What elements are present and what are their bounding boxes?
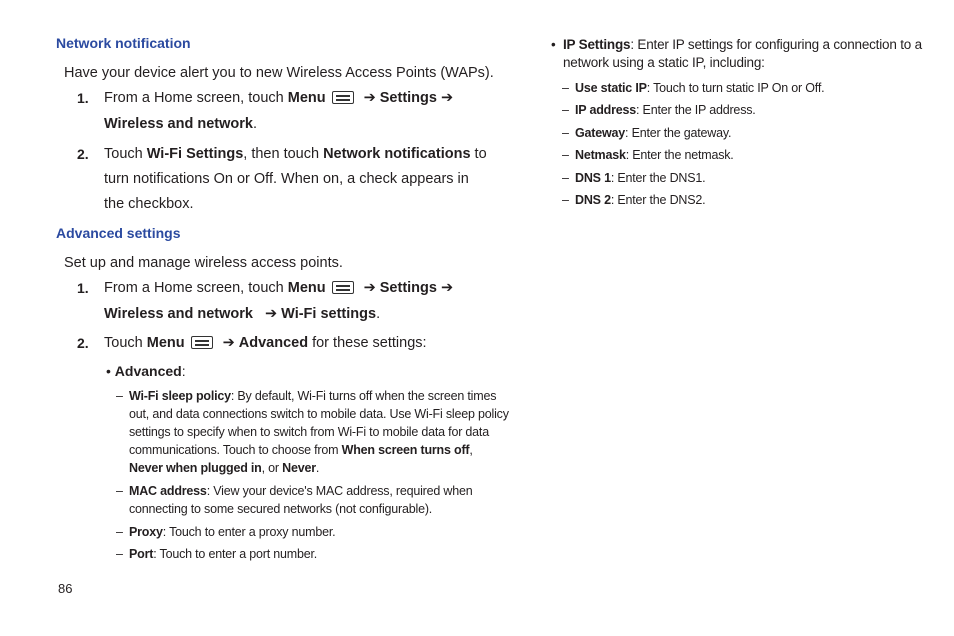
text: for these settings: bbox=[312, 335, 427, 351]
network-notification-intro: Have your device alert you to new Wireless Access Points (WAPs). bbox=[64, 65, 494, 81]
text: : Enter the DNS2. bbox=[610, 193, 706, 207]
nn-step1-line1 bbox=[104, 86, 457, 111]
item-label: Netmask bbox=[575, 148, 626, 162]
bullet-icon: • bbox=[106, 363, 111, 379]
text: : View your device's MAC address, required when bbox=[206, 484, 473, 498]
ip-settings-label: IP Settings bbox=[563, 37, 631, 52]
mac-address-item bbox=[129, 482, 473, 518]
step-number: 2. bbox=[77, 146, 89, 162]
wireless-label: Wireless and network bbox=[104, 116, 253, 132]
settings-label: Settings bbox=[379, 90, 437, 106]
text: communications. Touch to choose from bbox=[129, 443, 339, 457]
option-label: Never bbox=[282, 461, 316, 475]
heading-network-notification: Network notification bbox=[56, 35, 191, 51]
dash-icon: – bbox=[562, 148, 569, 162]
item-label: DNS 2 bbox=[575, 193, 611, 207]
advanced-label: Advanced bbox=[238, 335, 309, 351]
arrow-icon: ➔ bbox=[440, 280, 454, 296]
text: to bbox=[474, 146, 487, 162]
nn-step1-line2 bbox=[104, 112, 257, 137]
menu-icon bbox=[332, 91, 354, 104]
step-number: 1. bbox=[77, 280, 89, 296]
menu-icon bbox=[191, 336, 213, 349]
text: : By default, Wi-Fi turns off when the screen times bbox=[230, 389, 497, 403]
advanced-bullet-label: Advanced bbox=[114, 363, 182, 379]
network-notifications-label: Network notifications bbox=[323, 146, 471, 162]
text: Touch bbox=[104, 335, 143, 351]
ip-line1 bbox=[563, 36, 922, 54]
wifi-settings-label: Wi-Fi Settings bbox=[146, 146, 244, 162]
dash-icon: – bbox=[116, 389, 123, 403]
menu-label: Menu bbox=[287, 90, 326, 106]
sleep-line5: Never when plugged in, or Never. bbox=[129, 461, 320, 475]
arrow-icon: ➔ bbox=[264, 306, 278, 322]
advanced-settings-intro: Set up and manage wireless access points. bbox=[64, 255, 343, 271]
list-item bbox=[575, 191, 705, 209]
list-item bbox=[575, 169, 705, 187]
text: : Touch to enter a port number. bbox=[153, 547, 318, 561]
list-item bbox=[575, 146, 734, 164]
text: From a Home screen, touch bbox=[104, 280, 284, 296]
proxy-label: Proxy bbox=[129, 525, 163, 539]
dash-icon: – bbox=[562, 81, 569, 95]
step-number: 2. bbox=[77, 335, 89, 351]
text: . bbox=[376, 306, 381, 322]
text: : Enter the IP address. bbox=[636, 103, 756, 117]
text: , then touch bbox=[243, 146, 320, 162]
option-label: Never when plugged in bbox=[129, 461, 262, 475]
text: Touch bbox=[104, 146, 143, 162]
sleep-line4: communications. Touch to choose from When screen turns off, bbox=[129, 443, 473, 457]
list-item bbox=[575, 124, 731, 142]
page-number: 86 bbox=[58, 581, 73, 596]
sleep-policy-item bbox=[129, 387, 509, 477]
text: : Touch to turn static IP On or Off. bbox=[646, 81, 825, 95]
nn-step2-line2: turn notifications On or Off. When on, a check appears in bbox=[104, 171, 469, 187]
as-step1-line1 bbox=[104, 276, 457, 301]
ip-settings-item bbox=[563, 36, 922, 72]
dash-icon: – bbox=[116, 525, 123, 539]
text: : Touch to enter a proxy number. bbox=[162, 525, 336, 539]
nn-step2-line3: the checkbox. bbox=[104, 196, 194, 212]
list-item bbox=[575, 101, 756, 119]
item-label: DNS 1 bbox=[575, 171, 611, 185]
text: . bbox=[252, 116, 257, 132]
item-label: Use static IP bbox=[575, 81, 647, 95]
sleep-line1 bbox=[129, 387, 497, 405]
arrow-icon: ➔ bbox=[363, 280, 376, 296]
dash-icon: – bbox=[562, 103, 569, 117]
bullet-icon: • bbox=[551, 37, 556, 52]
dash-icon: – bbox=[562, 171, 569, 185]
sleep-policy-label: Wi-Fi sleep policy bbox=[129, 389, 231, 403]
text: : Enter the netmask. bbox=[625, 148, 734, 162]
menu-label: Menu bbox=[287, 280, 326, 296]
text: From a Home screen, touch bbox=[104, 90, 284, 106]
dash-icon: – bbox=[562, 193, 569, 207]
mac-line1 bbox=[129, 482, 473, 500]
as-step1-line2 bbox=[104, 302, 380, 327]
item-label: IP address bbox=[575, 103, 637, 117]
mac-address-label: MAC address bbox=[129, 484, 207, 498]
port-label: Port bbox=[129, 547, 154, 561]
proxy-item bbox=[129, 523, 335, 541]
text: : Enter IP settings for configuring a connection to a bbox=[630, 37, 922, 52]
text: , or bbox=[261, 461, 279, 475]
arrow-icon: ➔ bbox=[440, 90, 454, 106]
arrow-icon: ➔ bbox=[363, 90, 376, 106]
wifi-settings-label: Wi-Fi settings bbox=[281, 306, 377, 322]
step-number: 1. bbox=[77, 90, 89, 106]
nn-step2-line1 bbox=[104, 142, 487, 167]
advanced-bullet: • Advanced: bbox=[106, 363, 186, 379]
text: : Enter the DNS1. bbox=[610, 171, 706, 185]
option-label: When screen turns off bbox=[341, 443, 470, 457]
text: : Enter the gateway. bbox=[625, 126, 732, 140]
item-label: Gateway bbox=[575, 126, 626, 140]
settings-label: Settings bbox=[379, 280, 437, 296]
menu-label: Menu bbox=[146, 335, 185, 351]
list-item bbox=[575, 79, 824, 97]
port-item bbox=[129, 545, 317, 563]
heading-advanced-settings: Advanced settings bbox=[56, 225, 181, 241]
dash-icon: – bbox=[116, 547, 123, 561]
arrow-icon: ➔ bbox=[222, 335, 235, 351]
mac-line2: connecting to some secured networks (not configurable). bbox=[129, 502, 433, 516]
menu-icon bbox=[332, 281, 354, 294]
sleep-line3: settings to specify when to switch from Wi-Fi to mobile data for data bbox=[129, 425, 489, 439]
wireless-label: Wireless and network bbox=[104, 306, 253, 322]
ip-line2: network using a static IP, including: bbox=[563, 55, 765, 70]
sleep-line2: out, and data connections switch to mobile data. Use Wi-Fi sleep policy bbox=[129, 407, 509, 421]
as-step2-line1 bbox=[104, 331, 427, 356]
dash-icon: – bbox=[562, 126, 569, 140]
dash-icon: – bbox=[116, 484, 123, 498]
